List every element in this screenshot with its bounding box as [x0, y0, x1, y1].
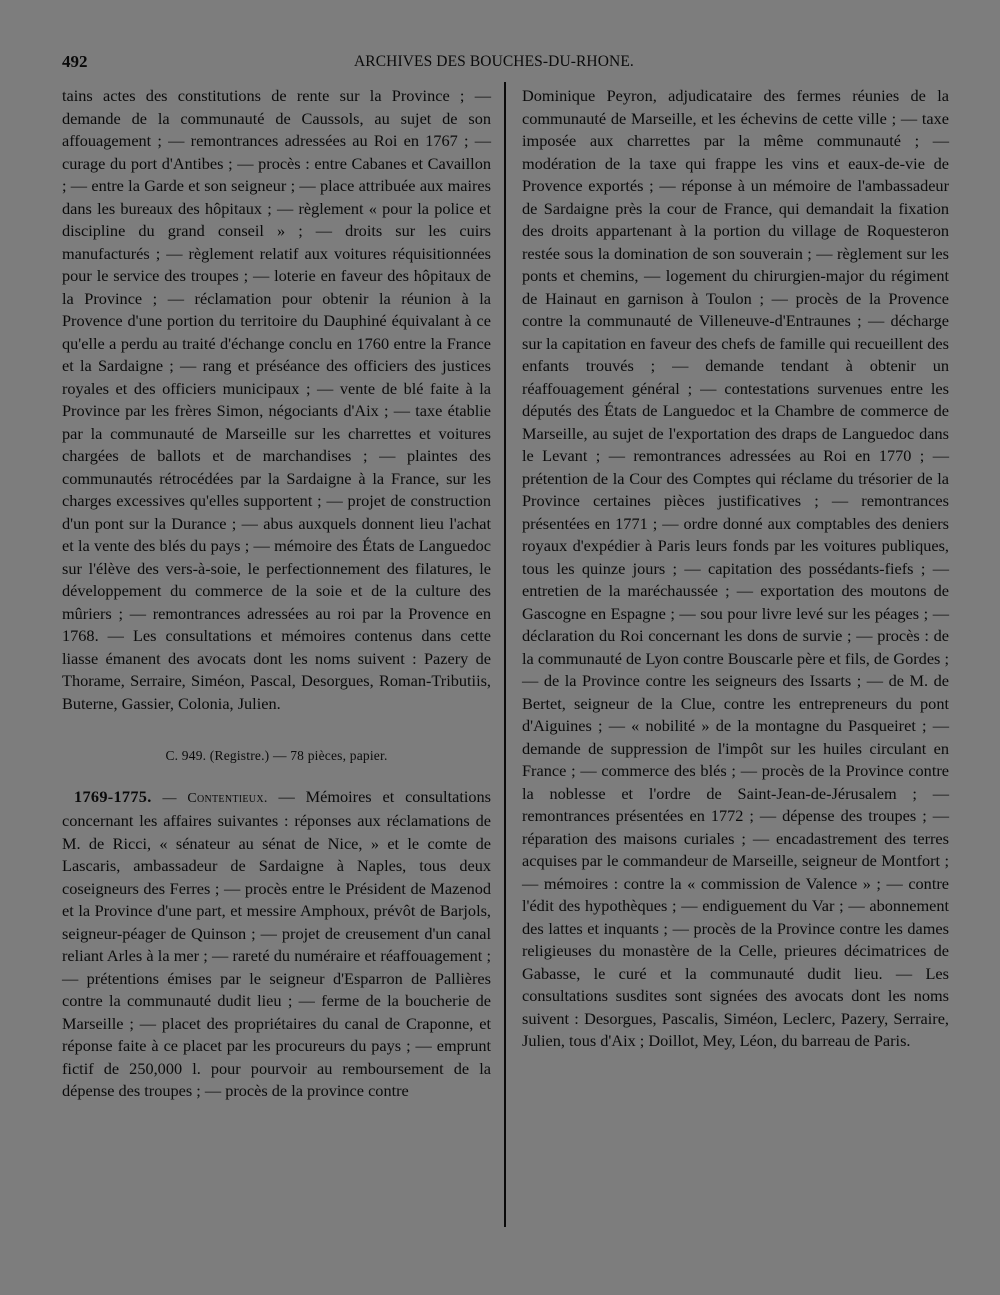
left-column: [62, 85, 491, 1103]
archive-reference: C. 949. (Registre.) — 78 pièces, papier.: [165, 748, 388, 763]
left-paragraph-continuation: tains actes des constitutions de rente sur la Province ; — demande de la communauté de Caussols, au sujet de son affouagement ; — remontrances adressées au Roi en 1767 ; — curage du port d'Antibes ; — procès : entre Cabanes et Cavaillon ; — entre la Garde et son seigneur ; — place attribuée aux maires dans les bureaux des hôpitaux ; — règlement « pour la police et discipline du grand conseil » ; — droits sur les cuirs manufacturés ; — règlement relatif aux voitures réquisitionnées pour le service des troupes ; — loterie en faveur des hôpitaux de la Province ; — réclamation pour obtenir la réunion à la Provence d'une portion du territoire du Dauphiné équivalant à ce qu'elle a perdu au traité d'échange conclu en 1760 entre la France et la Sardaigne ; — rang et préséance des officiers des justices royales et des officiers municipaux ; — vente de blé faite à la Province par les frères Simon, négociants d'Aix ; — taxe établie par la communauté de Marseille sur les charrettes et voitures chargées de ballots et de marchandises ; — plaintes des communautés rétrocédées par la Sardaigne à la France, sur les charges excessives qu'elles supportent ; — projet de construction d'un pont sur la Durance ; — abus auxquels donnent lieu l'achat et la vente des blés du pays ; — mémoire des États de Languedoc sur l'élève des vers-à-soie, le perfectionnement des filatures, le développement du commerce de la soie et de la culture des mûriers ; — remontrances adressées au roi par la Provence en 1768. — Les consultations et mémoires contenus dans cette liasse émanent des avocats dont les noms suivent : Pazery de Thorame, Serraire, Siméon, Pascal, Desorgues, Roman-Tributiis, Buterne, Gassier, Colonia, Julien.: [62, 86, 491, 713]
entry-paragraph: [62, 786, 491, 1103]
right-column: [522, 85, 949, 1053]
page-number: 492: [62, 52, 88, 71]
running-title: ARCHIVES DES BOUCHES-DU-RHONE.: [354, 53, 634, 70]
page-header: [62, 52, 658, 78]
entry-date: 1769-1775.: [74, 786, 152, 806]
right-paragraph: Dominique Peyron, adjudicataire des fermes réunies de la communauté de Marseille, et les échevins de cette ville ; — taxe imposée aux charrettes par la même communauté ; — modération de la taxe qui frappe les vins et eaux-de-vie de Provence exportés ; — réponse à un mémoire de l'ambassadeur de Sardaigne près la cour de France, qui demandait la fixation des droits appartenant à la portion du village de Roquesteron restée sous la domination de son souverain ; — règlement sur les ponts et chemins, — logement du chirurgien-major du régiment de Hainaut en garnison à Toulon ; — procès de la Provence contre la communauté de Villeneuve-d'Entraunes ; — décharge sur la capitation en faveur des chefs de famille qui recueillent des enfants trouvés ; — demande tendant à obtenir un réaffouagement général ; — contestations survenues entre les députés des États de Languedoc et la Chambre de commerce de Marseille, au sujet de l'exportation des draps de Languedoc dans le Levant ; — remontrances adressées au Roi en 1770 ; — prétention de la Cour des Comptes qui réclame du trésorier de la Province certaines pièces justificatives ; — remontrances présentées en 1771 ; — ordre donné aux comptables des deniers royaux d'expédier à Paris leurs fonds par les voitures publiques, tous les quinze jours ; — capitation des possédants-fiefs ; — entretien de la maréchaussée ; — exportation des moutons de Gascogne en Espagne ; — sou pour livre levé sur les péages ; — déclaration du Roi concernant les dons de survie ; — procès : de la communauté de Lyon contre Bouscarle père et fils, de Gordes ; — de la Province contre les seigneurs des Issarts ; — de M. de Bertet, seigneur de la Clue, contre les entrepreneurs du pont d'Aiguines ; — « nobilité » de la montagne du Pasqueiret ; — demande de suppression de l'impôt sur les huiles circulant en France ; — commerce des blés ; — procès de la Province contre la noblesse et l'ordre de Saint-Jean-de-Jérusalem ; — remontrances présentées en 1772 ; — dépense des troupes ; — réparation des maisons curiales ; — encadastrement des terres acquises par le commandeur de Marseille, seigneur de Montfort ; — mémoires : contre la « commission de Valence » ; — contre l'édit des hypothèques ; — endiguement du Var ; — abonnement des lattes et inquants ; — procès de la Province contre les dames religieuses du monastère de la Celle, prieures décimatrices de Gabasse, le curé et la communauté dudit lieu. — Les consultations susdites sont signées des avocats dont les noms suivent : Desorgues, Pascalis, Siméon, Leclerc, Pazery, Serraire, Julien, tous d'Aix ; Doillot, Mey, Léon, du barreau de Paris.: [522, 86, 949, 1050]
entry-text: — Mémoires et consultations concernant les affaires suivantes : réponses aux réclamations de M. de Ricci, « sénateur au sénat de Nice, » et le comte de Lascaris, ambassadeur de Sardaigne à Naples, tous deux coseigneurs des Ferres ; — procès entre le Président de Mazenod et la Province d'une part, et messire Amphoux, prévôt de Barjols, seigneur-péager de Quinson ; — projet de creusement d'un canal reliant Arles à la mer ; — rareté du numéraire et réaffouagement ; — prétentions émises par le seigneur d'Esparron de Pallières contre la communauté dudit lieu ; — ferme de la boucherie de Marseille ; — placet des propriétaires du canal de Craponne, et réponse faite à ce placet par les procureurs du pays ; — emprunt fictif de 250,000 l. pour pourvoir au remboursement de la dépense des troupes ; — procès de la province contre: [62, 786, 491, 1100]
column-divider: [504, 82, 506, 1227]
entry-category: — Contentieux.: [162, 790, 268, 806]
